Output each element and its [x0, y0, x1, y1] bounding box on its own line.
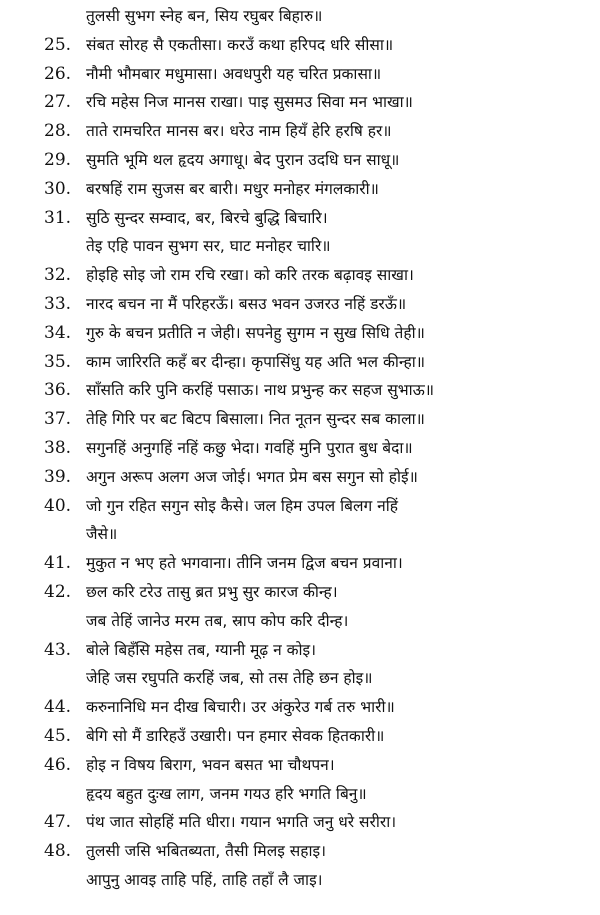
verse-line: जो गुन रहित सगुन सोइ कैसे। जल हिम उपल बिलग नहिं — [86, 496, 398, 515]
verse-line: साँसति करि पुनि करहिं पसाऊ। नाथ प्रभुन्ह कर सहज सुभाऊ॥ — [86, 381, 435, 400]
verse-text — [86, 117, 600, 146]
verse-number: 38. — [44, 437, 72, 458]
verse-line: तुलसी जसि भबितब्यता, तैसी मिलइ सहाइ। — [86, 842, 326, 861]
verse-row — [0, 204, 600, 262]
verse-number: 37. — [44, 409, 72, 430]
verse-text — [86, 578, 600, 636]
verse-text — [86, 31, 600, 60]
verse-row — [0, 376, 600, 405]
verse-row — [0, 492, 600, 550]
verse-line: अगुन अरूप अलग अज जोई। भगत प्रेम बस सगुन सो होई॥ — [86, 467, 418, 486]
verse-line: आपुनु आवइ ताहि पहिं, ताहि तहाँ लै जाइ। — [86, 870, 323, 889]
verse-text — [86, 2, 600, 31]
verse-number: 45. — [44, 725, 72, 746]
verse-row — [0, 463, 600, 492]
verse-text — [86, 261, 600, 290]
verse-line: गुरु के बचन प्रतीति न जेही। सपनेहु सुगम न सुख सिधि तेही॥ — [86, 323, 425, 342]
verse-line: रचि महेस निज मानस राखा। पाइ सुसमउ सिवा मन भाखा॥ — [86, 93, 413, 112]
verse-text — [86, 376, 600, 405]
verse-number: 40. — [44, 495, 72, 516]
verse-line: नारद बचन ना मैं परिहरऊँ। बसउ भवन उजरउ नहिं डरऊँ॥ — [86, 294, 407, 313]
verse-number: 44. — [44, 697, 72, 718]
verse-row — [0, 578, 600, 636]
verse-line: नौमी भौमबार मधुमासा। अवधपुरी यह चरित प्रकासा॥ — [86, 64, 382, 83]
verse-row — [0, 722, 600, 751]
verse-number: 48. — [44, 841, 72, 862]
verse-line: होइ न विषय बिराग, भवन बसत भा चौथपन। — [86, 755, 335, 774]
verse-row — [0, 117, 600, 146]
verse-number: 41. — [44, 553, 72, 574]
verse-number: 42. — [44, 581, 72, 602]
verse-line: सुमति भूमि थल हृदय अगाधू। बेद पुरान उदधि घन साधू॥ — [86, 150, 400, 169]
verse-number: 35. — [44, 351, 72, 372]
verse-row — [0, 636, 600, 694]
verse-row — [0, 348, 600, 377]
verse-text — [86, 434, 600, 463]
verse-text — [86, 290, 600, 319]
verse-row — [0, 434, 600, 463]
verse-row — [0, 751, 600, 809]
verse-text — [86, 693, 600, 722]
verse-row — [0, 549, 600, 578]
verse-row — [0, 405, 600, 434]
verse-row — [0, 808, 600, 837]
verse-text — [86, 837, 600, 895]
verse-line: सुठि सुन्दर सम्वाद, बर, बिरचे बुद्धि बिचारि। — [86, 208, 328, 227]
verse-line: जब तेहिं जानेउ मरम तब, स्राप कोप करि दीन्ह। — [86, 611, 349, 630]
verse-number: 29. — [44, 149, 72, 170]
verse-line: छल करि टरेउ तासु ब्रत प्रभु सुर कारज कीन्ह। — [86, 582, 338, 601]
verse-line: तेहि गिरि पर बट बिटप बिसाला। नित नूतन सुन्दर सब काला॥ — [86, 410, 425, 429]
verse-text — [86, 88, 600, 117]
verse-text — [86, 636, 600, 694]
verse-row — [0, 146, 600, 175]
verse-number — [0, 2, 86, 31]
verse-number: 28. — [44, 121, 72, 142]
verse-line: होइहि सोइ जो राम रचि रखा। को करि तरक बढ़ावइ साखा। — [86, 266, 414, 285]
verse-text — [86, 405, 600, 434]
verse-line: तुलसी सुभग स्नेह बन, सिय रघुबर बिहारु॥ — [86, 7, 323, 25]
verse-line: पंथ जात सोहहिं मति धीरा। गयान भगति जनु धरे सरीरा। — [86, 813, 397, 832]
verse-number: 43. — [44, 639, 72, 660]
verse-number: 39. — [44, 466, 72, 487]
verse-number: 31. — [44, 207, 72, 228]
verse-row — [0, 837, 600, 895]
verse-row — [0, 693, 600, 722]
verse-row — [0, 290, 600, 319]
verse-number: 47. — [44, 812, 72, 833]
verse-number: 25. — [44, 34, 72, 55]
verse-number: 30. — [44, 178, 72, 199]
verse-text — [86, 204, 600, 262]
verse-line: तेइ एहि पावन सुभग सर, घाट मनोहर चारि॥ — [86, 237, 331, 256]
verse-number: 34. — [44, 322, 72, 343]
verse-line: सगुनहिं अनुगहिं नहिं कछु भेदा। गवहिं मुनि पुरात बुध बेदा॥ — [86, 438, 413, 457]
verse-text — [86, 722, 600, 751]
verse-number: 33. — [44, 293, 72, 314]
verse-number: 32. — [44, 265, 72, 286]
verse-text — [86, 549, 600, 578]
verse-text — [86, 751, 600, 809]
verse-number: 27. — [44, 92, 72, 113]
verse-line: बेगि सो मैं डारिहउँ उखारी। पन हमार सेवक हितकारी॥ — [86, 726, 385, 745]
verse-line: ताते रामचरित मानस बर। धरेउ नाम हियँ हेरि हरषि हर॥ — [86, 122, 392, 141]
verse-line: जैसे॥ — [86, 525, 118, 544]
verse-text — [86, 463, 600, 492]
verse-text — [86, 492, 600, 550]
verse-number: 36. — [44, 380, 72, 401]
verse-line: बोले बिहँसि महेस तब, ग्यानी मूढ़ न कोइ। — [86, 640, 317, 659]
verse-row — [0, 2, 600, 31]
verse-line: हृदय बहुत दुःख लाग, जनम गयउ हरि भगति बिनु॥ — [86, 784, 367, 803]
verse-row — [0, 31, 600, 60]
verse-line: करुनानिधि मन दीख बिचारी। उर अंकुरेउ गर्ब तरु भारी॥ — [86, 698, 395, 717]
verse-row — [0, 88, 600, 117]
verse-text — [86, 319, 600, 348]
verse-row — [0, 261, 600, 290]
verse-row — [0, 319, 600, 348]
verse-text — [86, 808, 600, 837]
verse-line: मुकुत न भए हते भगवाना। तीनि जनम द्विज बचन प्रवाना। — [86, 554, 403, 573]
verse-line: संबत सोरह सै एकतीसा। करउँ कथा हरिपद धरि सीसा॥ — [86, 35, 394, 54]
verse-text — [86, 60, 600, 89]
verse-text — [86, 348, 600, 377]
verse-text — [86, 175, 600, 204]
verse-row — [0, 175, 600, 204]
verse-row — [0, 60, 600, 89]
verse-text — [86, 146, 600, 175]
verse-line: बरषहिं राम सुजस बर बारी। मधुर मनोहर मंगलकारी॥ — [86, 179, 379, 198]
verse-number: 46. — [44, 754, 72, 775]
verse-line: जेहि जस रघुपति करहिं जब, सो तस तेहि छन होइ॥ — [86, 669, 373, 688]
verse-line: काम जारिरति कहँ बर दीन्हा। कृपासिंधु यह अति भल कीन्हा॥ — [86, 352, 426, 371]
verse-number: 26. — [44, 63, 72, 84]
